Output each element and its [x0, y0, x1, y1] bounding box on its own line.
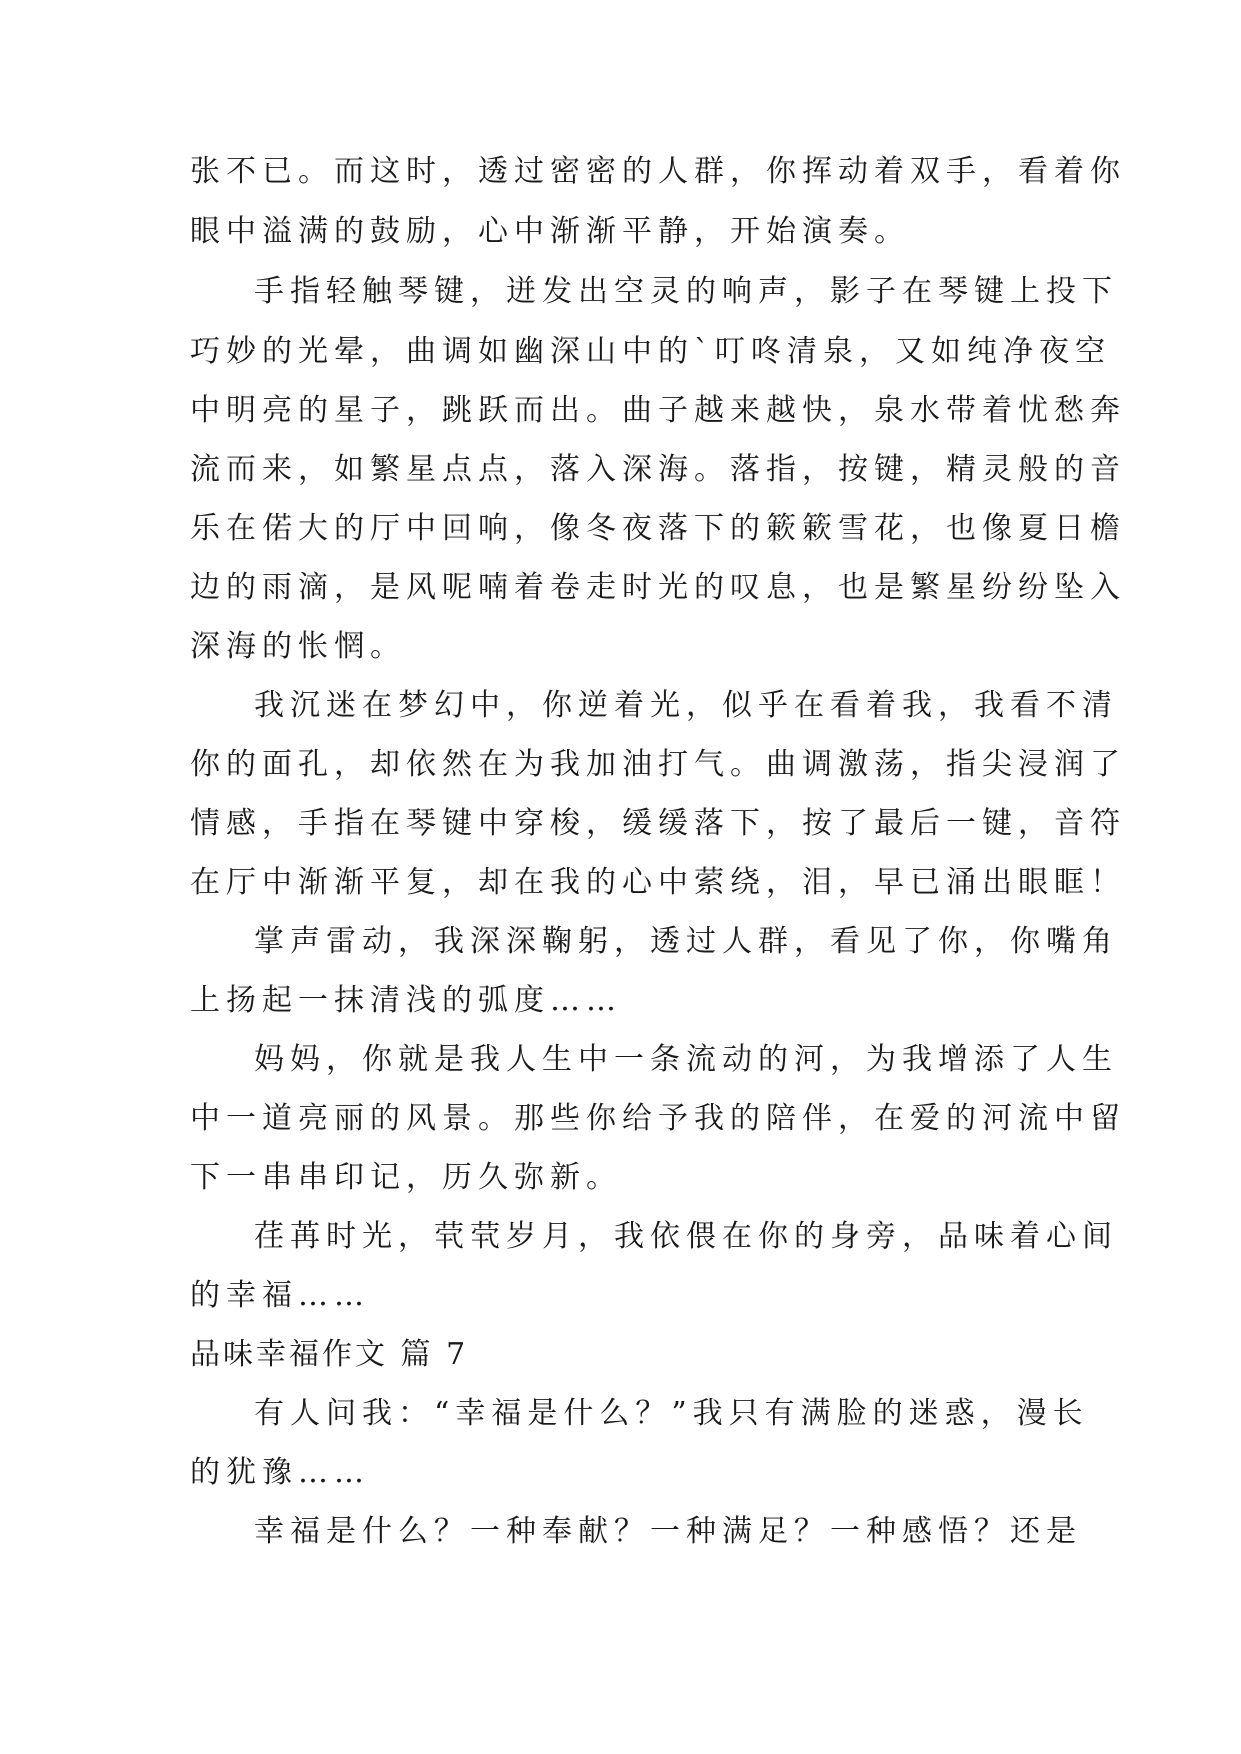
paragraph-line: 眼中溢满的鼓励，心中渐渐平静，开始演奏。 [190, 214, 910, 249]
paragraph-line: 情感，手指在琴键中穿梭，缓缓落下，按了最后一键，音符 [190, 806, 1126, 841]
paragraph-line: 手指轻触琴键，迸发出空灵的响声，影子在琴键上投下 [254, 274, 1118, 309]
paragraph-line: 深海的怅惘。 [190, 629, 406, 664]
paragraph-line: 张不已。而这时，透过密密的人群，你挥动着双手，看着你 [190, 154, 1126, 189]
paragraph-line: 妈妈，你就是我人生中一条流动的河，为我增添了人生 [254, 1042, 1118, 1077]
paragraph-line: 乐在偌大的厅中回响，像冬夜落下的簌簌雪花，也像夏日檐 [190, 511, 1126, 546]
paragraph-line: 掌声雷动，我深深鞠躬，透过人群，看见了你，你嘴角 [254, 924, 1118, 959]
paragraph-line: 我沉迷在梦幻中，你逆着光，似乎在看着我，我看不清 [254, 688, 1118, 723]
paragraph-line: 在厅中渐渐平复，却在我的心中萦绕，泪，早已涌出眼眶！ [190, 865, 1126, 900]
paragraph-line: 上扬起一抹清浅的弧度…… [190, 983, 622, 1018]
paragraph-line: 荏苒时光，茕茕岁月，我依偎在你的身旁，品味着心间 [254, 1219, 1118, 1254]
paragraph-line: 巧妙的光晕，曲调如幽深山中的`叮咚清泉，又如纯净夜空 [190, 334, 1111, 369]
paragraph-line: 的犹豫…… [190, 1455, 370, 1490]
paragraph-line: 边的雨滴，是风呢喃着卷走时光的叹息，也是繁星纷纷坠入 [190, 570, 1126, 605]
paragraph-line: 有人问我：“幸福是什么？”我只有满脸的迷惑，漫长 [254, 1396, 1089, 1431]
paragraph-line: 幸福是什么？一种奉献？一种满足？一种感悟？还是 [254, 1514, 1082, 1549]
paragraph-line: 中一道亮丽的风景。那些你给予我的陪伴，在爱的河流中留 [190, 1101, 1126, 1136]
paragraph-line: 中明亮的星子，跳跃而出。曲子越来越快，泉水带着忧愁奔 [190, 393, 1126, 428]
section-heading: 品味幸福作文 篇 7 [190, 1337, 469, 1372]
paragraph-line: 你的面孔，却依然在为我加油打气。曲调激荡，指尖浸润了 [190, 747, 1126, 782]
paragraph-line: 流而来，如繁星点点，落入深海。落指，按键，精灵般的音 [190, 452, 1126, 487]
paragraph-line: 的幸福…… [190, 1278, 370, 1313]
paragraph-line: 下一串串印记，历久弥新。 [190, 1160, 622, 1195]
